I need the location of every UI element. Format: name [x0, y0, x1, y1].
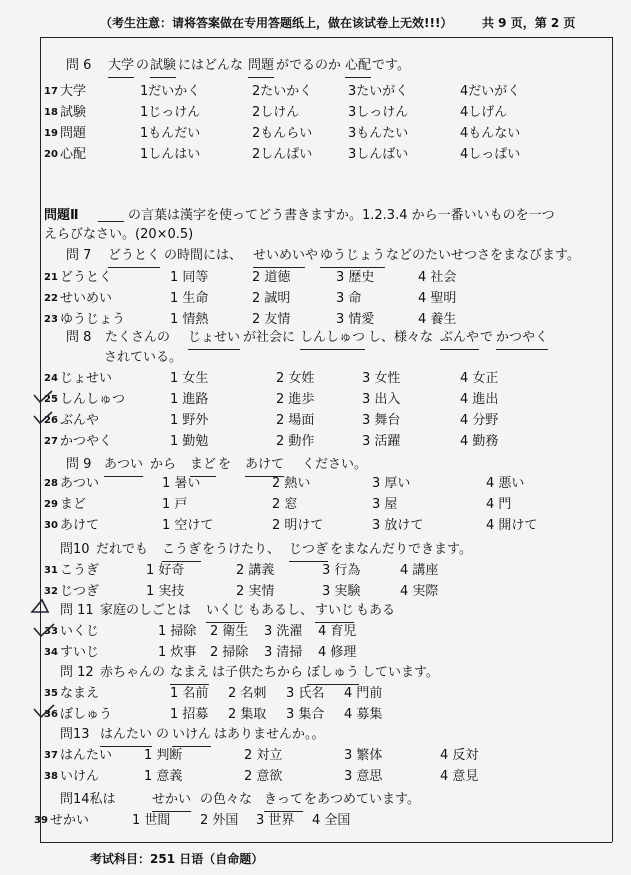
sentence-text: です。 — [372, 58, 410, 73]
answer-option[interactable]: 2 友情 — [252, 312, 291, 327]
answer-option[interactable]: 3 行為 — [322, 563, 361, 578]
underlined-word: 大学 — [108, 56, 134, 78]
underlined-word: 問題 — [248, 56, 274, 78]
item-number: 26 — [44, 415, 58, 426]
item-word: しんしゅつ — [60, 392, 126, 407]
instruction-text: の言葉は漢字を使ってどう書きますか。1.2.3.4 から一番いいものを一つ — [128, 208, 555, 223]
item-word: いけん — [60, 769, 100, 784]
answer-option[interactable]: 4 意見 — [440, 769, 479, 784]
answer-row — [0, 103, 631, 123]
item-number: 24 — [44, 373, 58, 384]
answer-option[interactable]: 2 誠明 — [252, 291, 291, 306]
q6-sentence — [0, 56, 631, 76]
answer-row — [0, 746, 631, 766]
q14-sentence — [0, 790, 631, 810]
section2-line2 — [0, 225, 631, 245]
answer-option[interactable]: 2 明けて — [272, 518, 324, 533]
underlined-word: せいめい — [253, 246, 305, 268]
answer-option[interactable]: 1 招募 — [170, 707, 209, 722]
answer-row — [0, 643, 631, 663]
question-label: 問 8 — [66, 330, 92, 345]
answer-option[interactable]: 2 名刺 — [228, 686, 267, 701]
answer-option[interactable]: 4 社会 — [418, 270, 457, 285]
answer-option[interactable]: 1 空けて — [162, 518, 214, 533]
answer-option[interactable]: 1 好奇 — [146, 563, 185, 578]
exam-subject: 考试科目：251 日语（自命题） — [90, 852, 264, 866]
item-number: 27 — [44, 436, 58, 447]
underlined-word: じょせい — [188, 328, 240, 350]
question-label: 問 6 — [66, 58, 92, 73]
answer-option[interactable]: 3たいがく — [348, 84, 409, 99]
checkmark-icon — [30, 598, 60, 616]
item-word: ぼしゅう — [60, 707, 113, 722]
answer-option[interactable]: 3 氏名 — [286, 686, 325, 701]
answer-row — [0, 411, 631, 431]
answer-option[interactable]: 4 進出 — [460, 392, 499, 407]
sentence-text: されている。 — [104, 350, 183, 365]
question-label: 問14私は — [60, 792, 116, 807]
q10-sentence — [0, 540, 631, 560]
answer-option[interactable]: 3もんたい — [348, 126, 409, 141]
answer-option[interactable]: 3 集合 — [286, 707, 325, 722]
sentence-text: しています。 — [362, 665, 439, 680]
answer-option[interactable]: 2 道徳 — [252, 270, 291, 285]
answer-option[interactable]: 4 全国 — [312, 813, 351, 828]
answer-option[interactable]: 3 舞台 — [362, 413, 401, 428]
answer-option[interactable]: 4 勤務 — [460, 434, 499, 449]
instruction-text: えらびなさい。(20×0.5) — [44, 227, 194, 242]
sentence-text: もあるし、 — [248, 603, 314, 618]
answer-row — [0, 474, 631, 494]
answer-option[interactable]: 4 講座 — [400, 563, 439, 578]
underlined-word: じつぎ — [289, 540, 328, 562]
answer-option[interactable]: 2 意欲 — [244, 769, 283, 784]
answer-option[interactable]: 1だいかく — [140, 84, 201, 99]
item-word: 問題 — [60, 126, 87, 141]
sentence-text: は子供たちから — [212, 665, 304, 680]
answer-row — [0, 811, 631, 831]
item-word: せかい — [50, 813, 90, 828]
answer-option[interactable]: 1 勤勉 — [170, 434, 209, 449]
sentence-text: の — [156, 727, 170, 742]
answer-option[interactable]: 1 生命 — [170, 291, 209, 306]
answer-row — [0, 145, 631, 165]
answer-option[interactable]: 4 修理 — [318, 645, 357, 660]
answer-option[interactable]: 4 反対 — [440, 748, 479, 763]
answer-option[interactable]: 2 動作 — [276, 434, 315, 449]
q8-sentence — [0, 328, 631, 348]
answer-option[interactable]: 1 意義 — [144, 769, 183, 784]
item-number: 21 — [44, 272, 58, 283]
sentence-text: などのたいせつさをまなびます。 — [386, 248, 580, 263]
sentence-text: で — [480, 330, 494, 345]
item-number: 30 — [44, 520, 58, 531]
answer-option[interactable]: 2 窓 — [272, 497, 298, 512]
item-word: ゆうじょう — [60, 312, 126, 327]
q9-sentence — [0, 455, 631, 475]
q8-sentence-line2 — [0, 348, 631, 368]
answer-row — [0, 684, 631, 704]
item-number: 19 — [44, 128, 58, 139]
sentence-text: をあつめています。 — [304, 792, 420, 807]
answer-option[interactable]: 4 門 — [486, 497, 512, 512]
underlined-word: ゆうじょう — [320, 246, 385, 268]
answer-option[interactable]: 3 清掃 — [264, 645, 303, 660]
answer-option[interactable]: 3 世界 — [256, 813, 295, 828]
answer-option[interactable]: 3 出入 — [362, 392, 401, 407]
underlined-word: どうとく — [108, 246, 160, 268]
answer-option[interactable]: 1もんだい — [140, 126, 201, 141]
answer-option[interactable]: 1 情熱 — [170, 312, 209, 327]
answer-row — [0, 705, 631, 725]
underlined-word: せかい — [152, 790, 191, 812]
underlined-word: はんたい — [100, 725, 152, 747]
answer-option[interactable]: 4 聖明 — [418, 291, 457, 306]
answer-option[interactable]: 4もんない — [460, 126, 521, 141]
underlined-word: あつい — [104, 455, 143, 477]
item-word: じつぎ — [60, 584, 100, 599]
answer-option[interactable]: 4だいがく — [460, 84, 521, 99]
underlined-word: こうぎ — [162, 540, 201, 562]
answer-row — [0, 495, 631, 515]
answer-option[interactable]: 3 厚い — [372, 476, 411, 491]
sentence-text: をうけたり、 — [202, 542, 281, 557]
sentence-text: ください。 — [302, 457, 368, 472]
answer-option[interactable]: 3 歴史 — [336, 270, 375, 285]
item-word: かつやく — [60, 434, 113, 449]
item-number: 17 — [44, 86, 58, 97]
checkmark-icon — [32, 389, 54, 405]
item-number: 34 — [44, 647, 58, 658]
item-word: 大学 — [60, 84, 87, 99]
underlined-word: ぼしゅう — [307, 663, 359, 685]
answer-option[interactable]: 1 野外 — [170, 413, 209, 428]
item-number: 39 — [34, 815, 48, 826]
sentence-text: はありませんか。。 — [214, 727, 325, 742]
answer-option[interactable]: 2しけん — [252, 105, 300, 120]
answer-option[interactable]: 3 洗濯 — [264, 624, 303, 639]
answer-option[interactable]: 1 戸 — [162, 497, 188, 512]
answer-option[interactable]: 3 活躍 — [362, 434, 401, 449]
answer-option[interactable]: 2 衛生 — [210, 624, 249, 639]
item-number: 37 — [44, 750, 58, 761]
item-word: あつい — [60, 476, 100, 491]
sentence-text: の色々な — [200, 792, 253, 807]
answer-row — [0, 622, 631, 642]
underlined-word: 試験 — [150, 56, 176, 78]
sentence-text: たくさんの — [105, 330, 171, 345]
answer-option[interactable]: 3 意思 — [344, 769, 383, 784]
answer-option[interactable]: 4 育児 — [318, 624, 357, 639]
answer-option[interactable]: 3 女性 — [362, 371, 401, 386]
answer-option[interactable]: 2 進歩 — [276, 392, 315, 407]
underlined-word: ぶんや — [440, 328, 479, 350]
answer-row — [0, 582, 631, 602]
answer-option[interactable]: 3 屋 — [372, 497, 398, 512]
item-number: 23 — [44, 314, 58, 325]
exam-notice: （考生注意：请将答案做在专用答题纸上，做在该试卷上无效!!!） — [100, 16, 453, 30]
answer-option[interactable]: 2 熱い — [272, 476, 311, 491]
underlined-word: かつやく — [496, 328, 548, 350]
answer-option[interactable]: 3 実験 — [322, 584, 361, 599]
answer-option[interactable]: 1 女生 — [170, 371, 209, 386]
answer-option[interactable]: 2 女姓 — [276, 371, 315, 386]
answer-row — [0, 432, 631, 452]
sentence-text: にはどんな — [178, 58, 244, 73]
checkmark-icon — [32, 622, 56, 638]
item-word: せいめい — [60, 291, 113, 306]
q13-sentence — [0, 725, 631, 745]
answer-option[interactable]: 2 外国 — [200, 813, 239, 828]
answer-option[interactable]: 2 掃除 — [210, 645, 249, 660]
sentence-text: がでるのか — [276, 58, 342, 73]
item-number: 31 — [44, 565, 58, 576]
answer-option[interactable]: 4 女正 — [460, 371, 499, 386]
answer-option[interactable]: 4 分野 — [460, 413, 499, 428]
section2-line1 — [0, 206, 631, 226]
sentence-text: の — [136, 58, 150, 73]
question-label: 問 11 — [60, 603, 94, 618]
sentence-text: をまなんだりできます。 — [330, 542, 472, 557]
answer-option[interactable]: 1じっけん — [140, 105, 201, 120]
answer-row — [0, 268, 631, 288]
sentence-text: の時間には、 — [164, 248, 243, 263]
underlined-word: 心配 — [345, 56, 371, 78]
question-label: 問10 — [60, 542, 90, 557]
item-number: 22 — [44, 293, 58, 304]
sentence-text: 赤ちゃんの — [100, 665, 166, 680]
answer-option[interactable]: 2 講義 — [236, 563, 275, 578]
answer-option[interactable]: 1 判断 — [144, 748, 183, 763]
answer-option[interactable]: 1 同等 — [170, 270, 209, 285]
answer-option[interactable]: 4しげん — [460, 105, 508, 120]
section-title: 問題Ⅱ — [44, 208, 79, 223]
answer-row — [0, 767, 631, 787]
item-word: こうぎ — [60, 563, 100, 578]
item-number: 33 — [44, 626, 58, 637]
answer-option[interactable]: 4 養生 — [418, 312, 457, 327]
item-number: 25 — [44, 394, 58, 405]
item-number: 38 — [44, 771, 58, 782]
item-word: じょせい — [60, 371, 113, 386]
item-word: はんたい — [60, 748, 113, 763]
answer-option[interactable]: 3 命 — [336, 291, 362, 306]
checkmark-icon — [32, 410, 54, 426]
item-number: 29 — [44, 499, 58, 510]
underlined-word: きって — [264, 790, 303, 812]
item-number: 35 — [44, 688, 58, 699]
answer-option[interactable]: 4 募集 — [344, 707, 383, 722]
item-number: 32 — [44, 586, 58, 597]
sentence-text: し、様々な — [368, 330, 434, 345]
item-word: ぶんや — [60, 413, 100, 428]
underlined-word: いくじ — [206, 601, 245, 623]
item-number: 20 — [44, 149, 58, 160]
answer-option[interactable]: 3 情愛 — [336, 312, 375, 327]
sentence-text: から — [150, 457, 177, 472]
answer-option[interactable]: 2 場面 — [276, 413, 315, 428]
answer-row — [0, 289, 631, 309]
sentence-text: が社会に — [243, 330, 296, 345]
item-number: 28 — [44, 478, 58, 489]
sentence-text: もある — [356, 603, 396, 618]
answer-row — [0, 516, 631, 536]
item-word: 心配 — [60, 147, 87, 162]
answer-option[interactable]: 1 実技 — [146, 584, 185, 599]
item-word: すいじ — [60, 645, 100, 660]
blank-marker: ____ — [98, 208, 124, 223]
item-word: なまえ — [60, 686, 100, 701]
q7-sentence — [0, 246, 631, 266]
answer-row — [0, 561, 631, 581]
answer-row — [0, 310, 631, 330]
answer-option[interactable]: 2たいかく — [252, 84, 313, 99]
answer-option[interactable]: 1 炊事 — [158, 645, 197, 660]
underlined-word: すいじ — [315, 601, 354, 623]
item-word: 試験 — [60, 105, 87, 120]
answer-option[interactable]: 2もんらい — [252, 126, 313, 141]
answer-option[interactable]: 1 暑い — [162, 476, 201, 491]
checkmark-icon — [32, 703, 56, 719]
answer-row — [0, 124, 631, 144]
answer-option[interactable]: 3しっけん — [348, 105, 409, 120]
answer-option[interactable]: 4 実際 — [400, 584, 439, 599]
q11-sentence — [0, 601, 631, 621]
underlined-word: なまえ — [170, 663, 209, 685]
answer-option[interactable]: 4 悪い — [486, 476, 525, 491]
item-word: どうとく — [60, 270, 113, 285]
item-number: 36 — [44, 709, 58, 720]
sentence-text: を — [218, 457, 232, 472]
sentence-text: だれでも — [96, 542, 149, 557]
q12-sentence — [0, 663, 631, 683]
underlined-word: まど — [190, 455, 216, 477]
underlined-word: しんしゅつ — [300, 328, 365, 350]
sentence-text: 家庭のしごとは — [100, 603, 192, 618]
answer-option[interactable]: 3 繁体 — [344, 748, 383, 763]
answer-option[interactable]: 2 対立 — [244, 748, 283, 763]
item-word: あけて — [60, 518, 100, 533]
item-word: まど — [60, 497, 87, 512]
answer-option[interactable]: 2 集取 — [228, 707, 267, 722]
answer-row — [0, 369, 631, 389]
question-label: 問13 — [60, 727, 90, 742]
answer-option[interactable]: 3 放けて — [372, 518, 424, 533]
underlined-word: いけん — [172, 725, 211, 747]
item-number: 18 — [44, 107, 58, 118]
answer-option[interactable]: 3しんばい — [348, 147, 409, 162]
answer-option[interactable]: 1 掃除 — [158, 624, 197, 639]
answer-option[interactable]: 2しんぱい — [252, 147, 313, 162]
answer-row — [0, 390, 631, 410]
answer-option[interactable]: 1 世間 — [132, 813, 171, 828]
question-label: 問 7 — [66, 248, 92, 263]
sentence-text: や — [305, 248, 319, 263]
answer-option[interactable]: 2 実情 — [236, 584, 275, 599]
answer-row — [0, 82, 631, 102]
answer-option[interactable]: 1しんはい — [140, 147, 201, 162]
underlined-word: あけて — [245, 455, 284, 477]
answer-option[interactable]: 4 門前 — [344, 686, 383, 701]
question-label: 問 12 — [60, 665, 94, 680]
answer-option[interactable]: 4 開けて — [486, 518, 538, 533]
page-count: 共 9 页，第 2 页 — [482, 16, 576, 30]
answer-option[interactable]: 1 進路 — [170, 392, 209, 407]
answer-option[interactable]: 4しっぱい — [460, 147, 521, 162]
question-label: 問 9 — [66, 457, 92, 472]
item-word: いくじ — [60, 624, 100, 639]
answer-option[interactable]: 1 名前 — [170, 686, 209, 701]
